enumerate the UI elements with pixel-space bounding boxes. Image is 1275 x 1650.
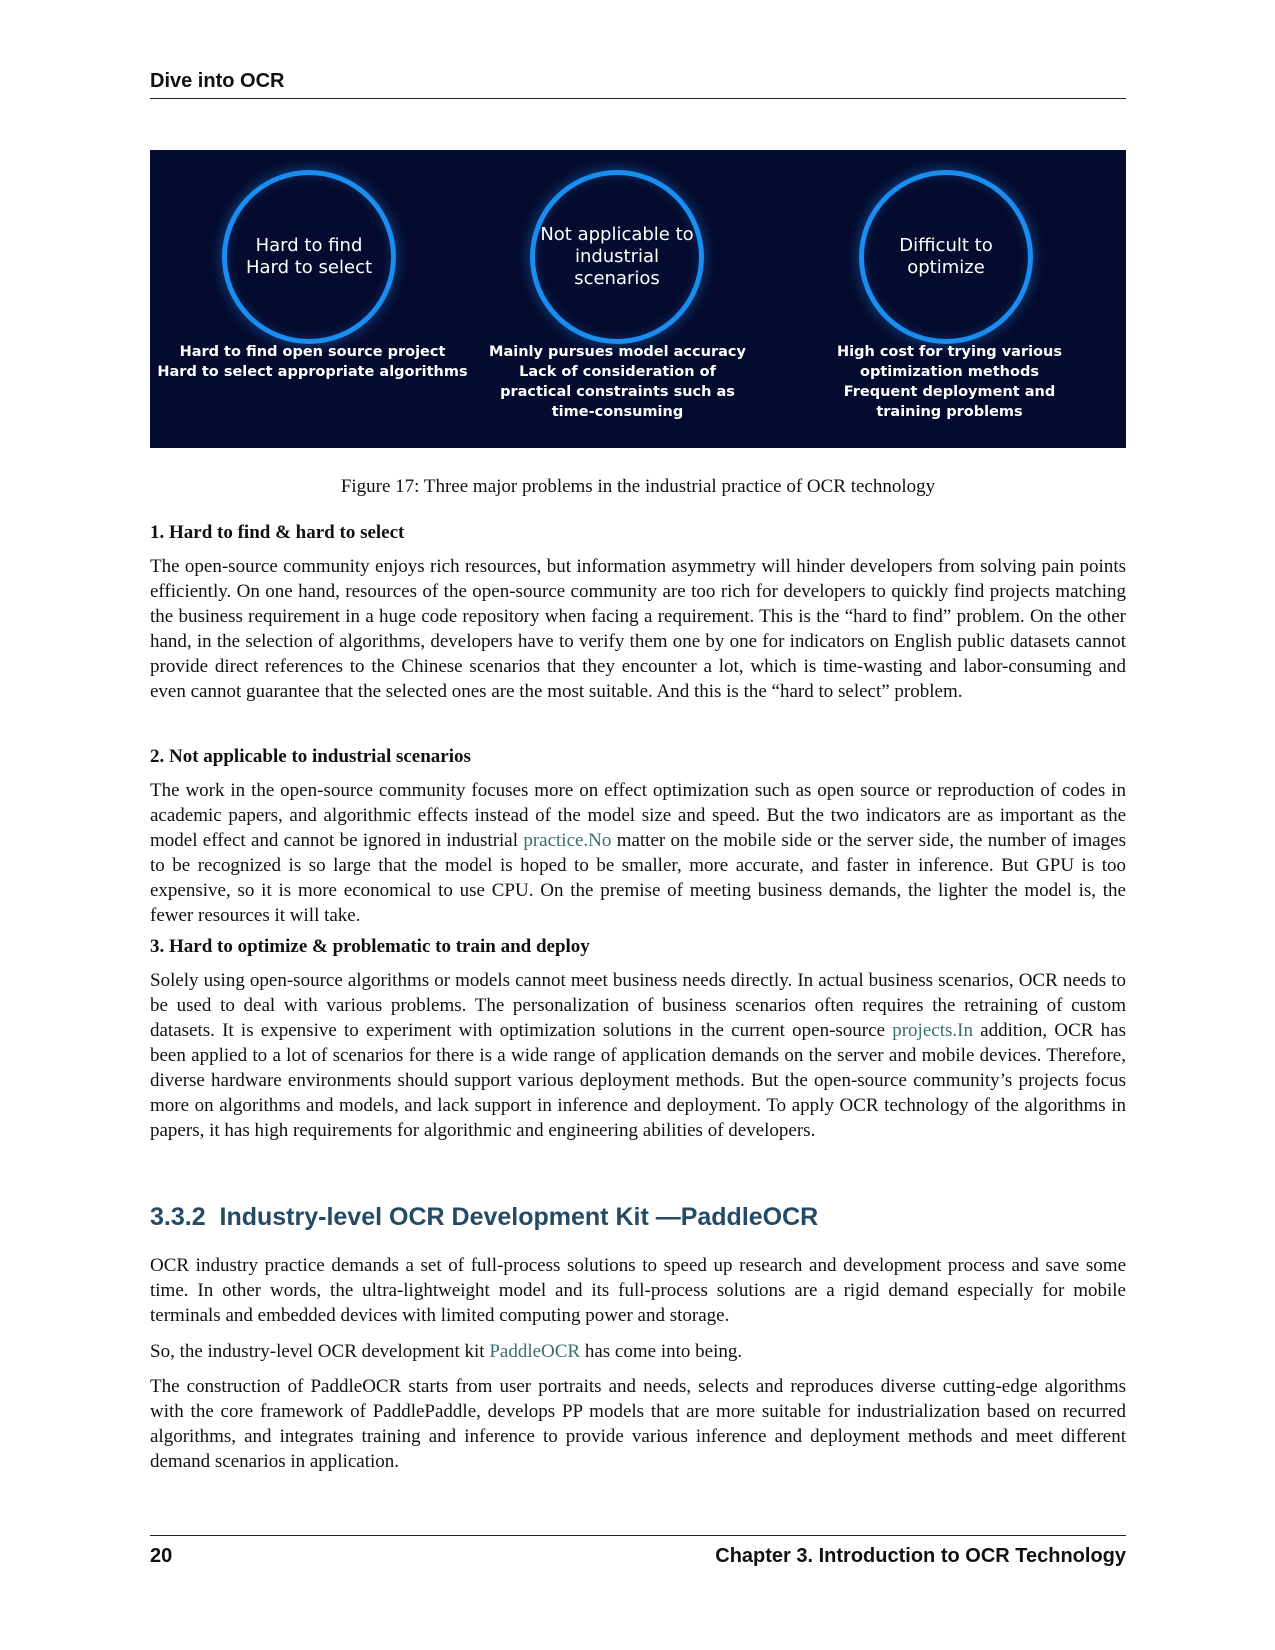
header-divider <box>150 98 1126 99</box>
section-heading: 1. Hard to find & hard to select <box>150 522 405 543</box>
paddleocr-link[interactable]: PaddleOCR <box>489 1341 581 1362</box>
section-3 <box>150 936 1126 1143</box>
desc-line: Lack of consideration of <box>519 364 716 380</box>
section-2 <box>150 746 1126 928</box>
projects-link[interactable]: projects.In <box>892 1020 973 1041</box>
desc-line: Frequent deployment and <box>843 384 1056 400</box>
desc-line: Hard to select appropriate algorithms <box>157 364 468 380</box>
text-run: has come into being. <box>580 1341 743 1362</box>
circle-line: Not applicable to <box>540 224 694 245</box>
subsection-number: 3.3.2 <box>150 1203 206 1231</box>
footer-divider <box>150 1535 1126 1536</box>
figure-caption: Figure 17: Three major problems in the industrial practice of OCR technology <box>340 476 936 497</box>
section-heading: 3. Hard to optimize & problematic to train and deploy <box>150 936 590 957</box>
running-header: Dive into OCR <box>150 70 285 92</box>
circle-line: Hard to select <box>245 257 373 278</box>
figure-column-3 <box>787 150 1112 448</box>
text-run: The work in the open-source community focuses more on effect optimization such as open source or reproduction of codes in academic papers, and algorithmic effects instead of the model size and speed. But the two indicators are as important as the model effect and cannot be ignored in industrial <box>150 780 1126 851</box>
desc-line: optimization methods <box>860 364 1039 380</box>
circle-difficult-to-optimize <box>859 170 1033 344</box>
figure-description <box>150 342 475 382</box>
figure-description <box>455 342 780 422</box>
page-number: 20 <box>150 1545 173 1567</box>
subsection-paragraph-1: OCR industry practice demands a set of full-process solutions to speed up research and development process and save some time. In other words, the ultra-lightweight model and its full-process solutions are a rigid demand especially for mobile terminals and embedded devices with limited computing power and storage. <box>150 1255 1126 1326</box>
figure-column-1 <box>150 150 475 448</box>
desc-line: training problems <box>876 404 1023 420</box>
section-paragraph: The open-source community enjoys rich resources, but information asymmetry will hinder developers from solving pain points efficiently. On one hand, resources of the open-source community are too rich for developers to quickly find projects matching the business requirement in a huge code repository when facing a requirement. This is the “hard to find” problem. On the other hand, in the selection of algorithms, developers have to verify them one by one for indicators on English public datasets cannot provide direct references to the Chinese scenarios that they encounter a lot, which is time-wasting and labor-consuming and even cannot guarantee that the selected ones are the most suitable. And this is the “hard to select” problem. <box>150 556 1126 702</box>
circle-line: optimize <box>907 257 985 278</box>
subsection-title: Industry-level OCR Development Kit —PaddleOCR <box>219 1203 819 1231</box>
circle-line: Hard to find <box>255 235 363 256</box>
circle-line: industrial scenarios <box>574 246 660 289</box>
section-paragraph <box>150 778 1126 928</box>
figure-three-problems <box>150 150 1126 448</box>
desc-line: High cost for trying various <box>836 344 1063 360</box>
circle-hard-to-find <box>222 170 396 344</box>
desc-line: time-consuming <box>551 404 684 420</box>
practice-link[interactable]: practice.No <box>523 830 612 851</box>
subsection-heading <box>150 1203 818 1232</box>
text-run: matter on the mobile side or the server side, the number of images to be recognized is so large that the model is hoped to be smaller, more accurate, and faster in inference. But GPU is too expensive, so it is more economical to use CPU. On the premise of meeting business demands, the lighter the model is, the fewer resources it will take. <box>150 830 1127 926</box>
text-run: Solely using open-source algorithms or models cannot meet business needs directly. In actual business scenarios, OCR needs to be used to deal with various problems. The personalization of business scenarios often requires the retraining of custom datasets. It is expensive to experiment with optimization solutions in the current open-source <box>150 970 1126 1041</box>
figure-description <box>787 342 1112 422</box>
chapter-title: Chapter 3. Introduction to OCR Technology <box>715 1545 1126 1567</box>
section-1 <box>150 522 1126 704</box>
subsection-paragraph-2 <box>150 1339 1126 1364</box>
circle-line: Difficult to <box>899 235 993 256</box>
text-run: So, the industry-level OCR development kit <box>150 1341 490 1362</box>
desc-line: practical constraints such as <box>500 384 735 400</box>
text-run: addition, OCR has been applied to a lot of scenarios for there is a wide range of application demands on the server and mobile devices. Therefore, diverse hardware environments should support various deployment methods. But the open-source community’s projects focus more on algorithms and models, and lack support in inference and deployment. To apply OCR technology of the algorithms in papers, it has high requirements for algorithmic and engineering abilities of developers. <box>150 1020 1126 1141</box>
circle-not-applicable <box>530 170 704 344</box>
subsection-paragraph-3: The construction of PaddleOCR starts from user portraits and needs, selects and reproduces diverse cutting-edge algorithms with the core framework of PaddlePaddle, develops PP models that are more suitable for industrialization based on recurred algorithms, and integrates training and inference to provide various inference and deployment methods and meet different demand scenarios in application. <box>150 1376 1126 1472</box>
section-heading: 2. Not applicable to industrial scenarios <box>150 746 471 767</box>
desc-line: Hard to find open source project <box>179 344 446 360</box>
desc-line: Mainly pursues model accuracy <box>489 344 746 360</box>
section-paragraph <box>150 968 1126 1143</box>
figure-column-2 <box>455 150 780 448</box>
